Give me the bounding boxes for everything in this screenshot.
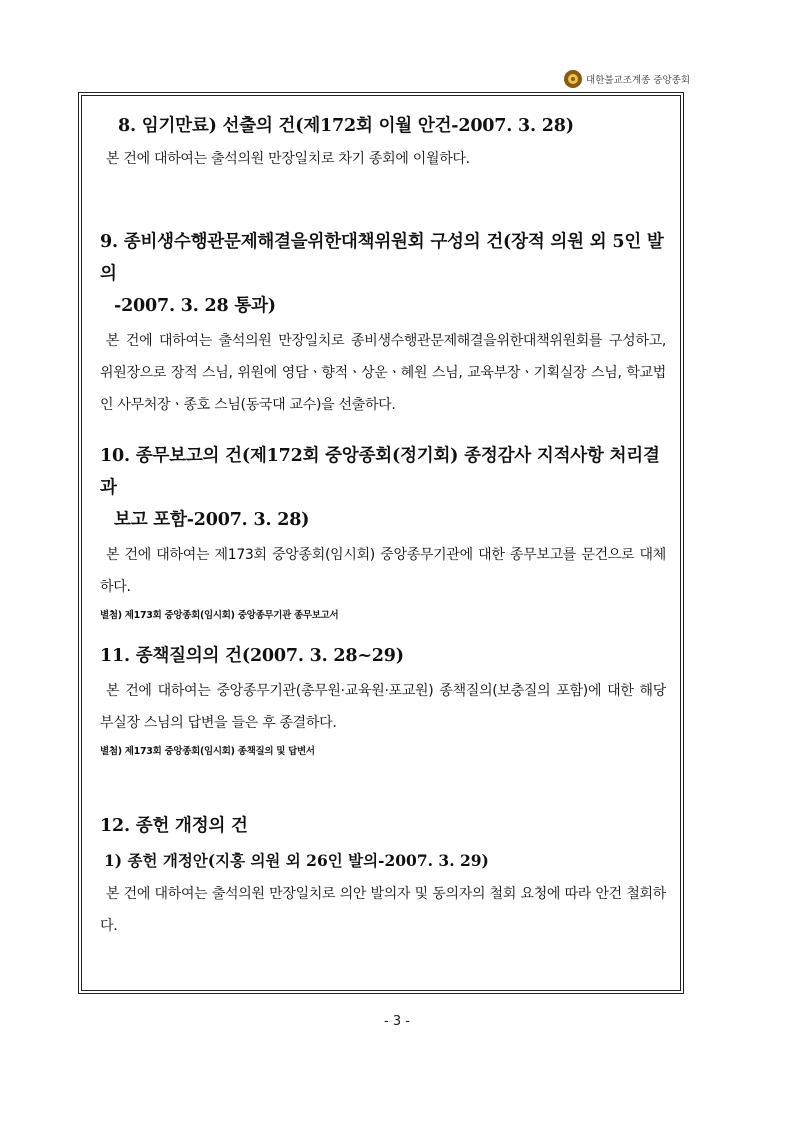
agenda-item-title: 12. 종헌 개정의 건 xyxy=(100,816,248,836)
attachment-note: 별첨) 제173회 중앙종회(임시회) 종책질의 및 답변서 xyxy=(100,746,315,757)
agenda-item-title-line1: 9. 종비생수행관문제해결을위한대책위원회 구성의 건(장적 의원 외 5인 발의 xyxy=(100,232,664,284)
agenda-item-body: 본 건에 대하여는 중앙종무기관(총무원·교육원·포교원) 종책질의(보충질의 포함)에 대한 해당 부실장 스님의 답변을 들은 후 종결하다. xyxy=(100,683,666,731)
agenda-item-8 xyxy=(100,110,666,207)
agenda-item-10 xyxy=(100,440,666,634)
attachment-note: 별첨) 제173회 중앙종회(임시회) 중앙종무기관 종무보고서 xyxy=(100,610,339,621)
agenda-sub-item-title: 1) 종헌 개정안(지홍 의원 외 26인 발의-2007. 3. 29) xyxy=(104,851,489,870)
agenda-item-body: 본 건에 대하여는 출석의원 만장일치로 종비생수행관문제해결을위한대책위원회를 구성하고, 위원장으로 장적 스님, 위원에 영담ㆍ향적ㆍ상운ㆍ혜원 스님, 교육부장ㆍ기획실장 스님, 학교법인 사무처장ㆍ종호 스님(동국대 교수)을 선출하다. xyxy=(100,333,666,413)
agenda-item-body: 본 건에 대하여는 출석의원 만장일치로 의안 발의자 및 동의자의 철회 요청에 따라 안건 철회하다. xyxy=(100,886,666,934)
page-number: - 3 - xyxy=(384,1014,410,1029)
agenda-item-title-line2: 보고 포함-2007. 3. 28) xyxy=(114,510,310,530)
agenda-item-title xyxy=(100,440,666,536)
page-header xyxy=(564,70,690,88)
agenda-item-title-line1: 10. 종무보고의 건(제172회 중앙종회(정기회) 종정감사 지적사항 처리결과 xyxy=(100,446,660,498)
agenda-item-12 xyxy=(100,810,666,942)
agenda-item-title xyxy=(100,226,666,322)
agenda-item-11 xyxy=(100,640,666,800)
agenda-item-title: 8. 임기만료) 선출의 건(제172회 이월 안건-2007. 3. 28) xyxy=(118,116,574,136)
agenda-item-body: 본 건에 대하여는 제173회 중앙종회(임시회) 중앙종무기관에 대한 종무보고를 문건으로 대체하다. xyxy=(100,547,666,595)
document-body xyxy=(100,110,666,942)
agenda-item-9 xyxy=(100,226,666,436)
org-name: 대한불교조계종 중앙종회 xyxy=(586,75,690,86)
agenda-item-title: 11. 종책질의의 건(2007. 3. 28~29) xyxy=(100,646,404,666)
agenda-item-body: 본 건에 대하여는 출석의원 만장일치로 차기 종회에 이월하다. xyxy=(106,151,470,167)
agenda-item-title-line2: -2007. 3. 28 통과) xyxy=(114,296,276,316)
org-logo-icon xyxy=(564,70,582,88)
